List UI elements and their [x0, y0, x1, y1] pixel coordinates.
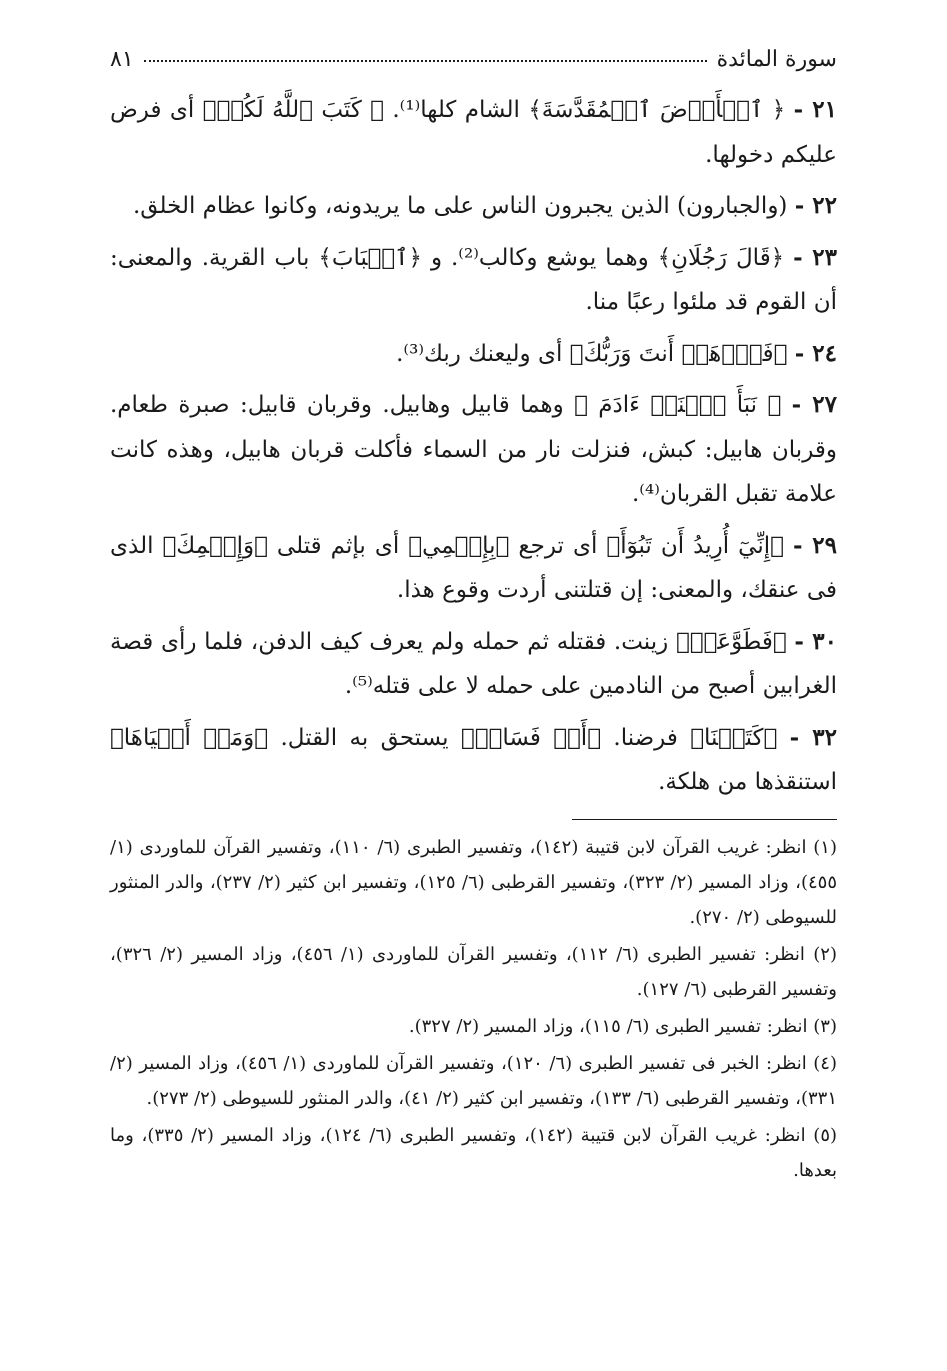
- entry-verse-27: [110, 383, 837, 517]
- entry-verse-22: [110, 184, 837, 229]
- footnotes-section: [110, 830, 837, 1188]
- footnote-3: [110, 1009, 837, 1044]
- entry-text: ﴿إِنِّيٓ أُرِيدُ أَن تَبُوٓأَ﴾ أى ترجع ﴿بِإِثۡمِي﴾ أى بإثم قتلى ﴿وَإِثۡمِكَ﴾ الذى فى عنقك، والمعنى: إن قتلتنى أردت وقوع هذا.: [110, 532, 837, 603]
- entry-verse-29: [110, 524, 837, 613]
- verse-number: ٢٣ -: [793, 243, 838, 271]
- verse-number: ٣٢ -: [789, 723, 837, 751]
- entry-text: (والجبارون) الذين يجبرون الناس على ما يريدونه، وكانوا عظام الخلق.: [132, 193, 788, 219]
- entry-text: ﴿قَالَ رَجُلَانِ﴾ وهما يوشع وكالب⁽²⁾. و ﴿ٱلۡبَابَ﴾ باب القرية. والمعنى: أن القوم قد ملئوا رعبًا منا.: [110, 244, 837, 315]
- footnote-2: [110, 937, 837, 1007]
- footnote-separator: [572, 819, 837, 820]
- verse-number: ٢٩ -: [793, 531, 837, 559]
- entry-verse-32: [110, 716, 837, 805]
- footnote-text: انظر: تفسير الطبرى (٦/ ١١٢)، وتفسير القرآن للماوردى (١/ ٤٥٦)، وزاد المسير (٢/ ٣٢٦)، وتفسير القرطبى (٦/ ١٢٧).: [110, 943, 837, 1000]
- entry-verse-30: [110, 620, 837, 709]
- entry-text: ﴿كَتَبۡنَا﴾ فرضنا. ﴿أَوۡ فَسَادٖ﴾ يستحق به القتل. ﴿وَمَنۡ أَحۡيَاهَا﴾ استنقذها من هلكة.: [110, 724, 837, 795]
- footnote-marker: (٥): [813, 1124, 838, 1146]
- footnote-marker: (١): [813, 836, 837, 858]
- surah-title: سورة المائدة: [716, 47, 837, 72]
- verse-number: ٢١ -: [793, 96, 837, 123]
- entry-text: ﴿ نَبَأَ ٱبۡنَيۡ ءَادَمَ ﴾ وهما قابيل وهابيل. وقربان قابيل: صبرة طعام. وقربان هابيل: كبش، فنزلت نار من السماء فأكلت قربان هابيل، وهذه كانت علامة تقبل القربان⁽⁴⁾.: [110, 392, 837, 507]
- entry-verse-24: [110, 332, 837, 377]
- page-number: ٨١: [110, 47, 134, 72]
- verse-number: ٢٤ -: [794, 339, 837, 367]
- footnote-text: انظر: غريب القرآن لابن قتيبة (١٤٢)، وتفسير الطبرى (٦/ ١٢٤)، وزاد المسير (٢/ ٣٣٥)، وما بعدها.: [110, 1124, 837, 1181]
- footnote-1: [110, 830, 837, 935]
- verse-number: ٢٧ -: [791, 391, 837, 418]
- entry-text: ﴿فَٱذۡهَبۡ أَنتَ وَرَبُّكَ﴾ أى وليعنك ربك⁽³⁾.: [396, 340, 788, 367]
- entry-verse-21: [110, 88, 837, 177]
- footnote-4: [110, 1046, 837, 1116]
- entry-text: ﴿فَطَوَّعَتۡ﴾ زينت. فقتله ثم حمله ولم يعرف كيف الدفن، فلما رأى قصة الغرابين أصبح من النادمين على حمله لا على قتله⁽⁵⁾.: [110, 628, 837, 699]
- footnote-marker: (٤): [813, 1052, 837, 1074]
- entry-verse-23: [110, 236, 837, 325]
- verse-number: ٣٠ -: [794, 627, 838, 655]
- footnote-text: انظر: غريب القرآن لابن قتيبة (١٤٢)، وتفسير الطبرى (٦/ ١١٠)، وتفسير القرآن للماوردى (١/ ٤٥٥)، وزاد المسير (٢/ ٣٢٣)، وتفسير القرطبى (٦/ ١٢٥)، وتفسير ابن كثير (٢/ ٢٣٧)، والدر المنثور للسيوطى (٢/ ٢٧٠).: [110, 836, 838, 928]
- footnote-5: [110, 1118, 837, 1188]
- leader-dots: [144, 42, 707, 62]
- footnote-text: انظر: تفسير الطبرى (٦/ ١١٥)، وزاد المسير (٢/ ٣٢٧).: [408, 1015, 808, 1037]
- commentary-body: [110, 88, 837, 805]
- entry-text: ﴿ ٱلۡأَرۡضَ ٱلۡمُقَدَّسَةَ﴾ الشام كلها⁽¹⁾. ﴿ كَتَبَ ٱللَّهُ لَكُمۡ﴾ أى فرض عليكم دخولها.: [110, 97, 837, 168]
- footnote-marker: (٣): [813, 1015, 837, 1037]
- verse-number: ٢٢ -: [794, 192, 837, 219]
- footnote-marker: (٢): [813, 943, 837, 965]
- page-header: [110, 44, 837, 84]
- footnote-text: انظر: الخبر فى تفسير الطبرى (٦/ ١٢٠)، وتفسير القرآن للماوردى (١/ ٤٥٦)، وزاد المسير (٢/ ٣٣١)، وتفسير القرطبى (٦/ ١٣٣)، وتفسير ابن كثير (٢/ ٤١)، والدر المنثور للسيوطى (٢/ ٢٧٣).: [110, 1052, 837, 1109]
